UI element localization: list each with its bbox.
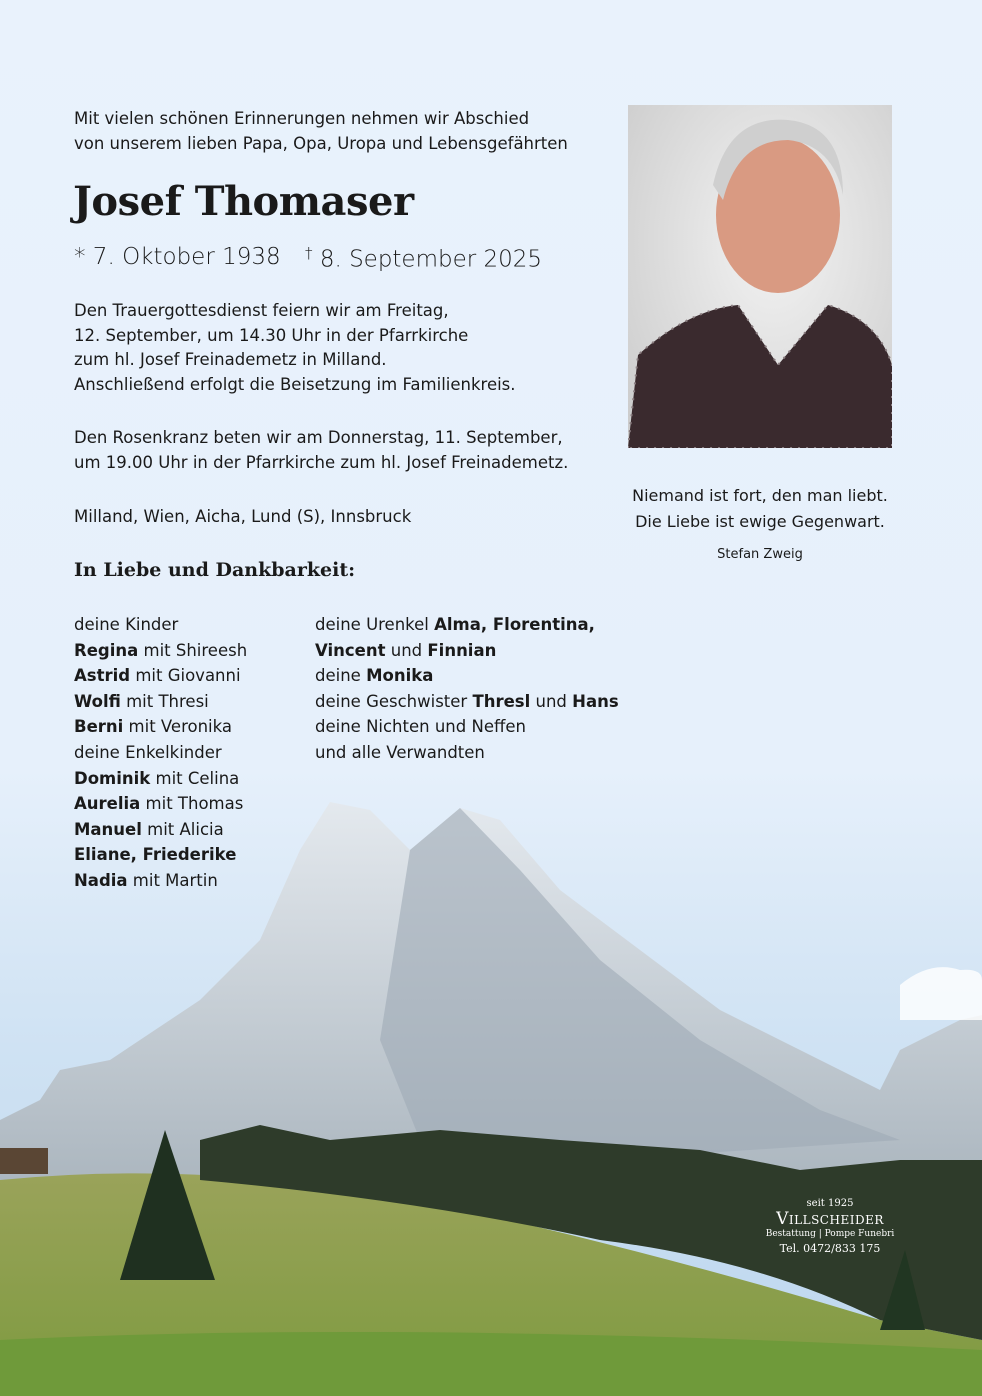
family-member-line — [74, 612, 247, 638]
family-list-left — [74, 612, 247, 894]
family-name-bold: Finnian — [427, 640, 497, 660]
family-name-bold: Dominik — [74, 768, 151, 788]
family-text: deine Kinder — [74, 615, 179, 634]
family-name-bold: Astrid — [74, 666, 131, 686]
family-member-line — [315, 663, 619, 689]
family-text: deine Nichten und Neffen — [315, 717, 526, 737]
intro-line: Mit vielen schönen Erinnerungen nehmen wir Abschied — [74, 109, 530, 128]
family-member-line — [74, 817, 247, 843]
family-name-bold: Wolfi — [74, 691, 121, 711]
family-text: deine — [315, 666, 367, 686]
family-member-line — [74, 842, 247, 868]
family-text: deine Urenkel — [315, 615, 435, 634]
death-date: 8. September 2025 — [319, 246, 543, 273]
family-name-bold: Monika — [366, 666, 434, 686]
family-member-line — [74, 689, 247, 715]
family-name-bold: Hans — [572, 691, 619, 711]
rosary-text — [74, 426, 568, 475]
family-text: mit Thresi — [120, 691, 209, 711]
family-name-bold: Regina — [74, 640, 139, 660]
family-member-line — [74, 868, 247, 894]
family-member-line — [74, 663, 247, 689]
cross-icon: † — [305, 244, 313, 262]
logo-subtitle: Bestattung | Pompe Funebri — [765, 1229, 895, 1239]
family-name-bold: Vincent — [315, 640, 386, 660]
family-text: mit Alicia — [141, 819, 224, 839]
portrait-photo — [628, 105, 892, 448]
quote-author: Stefan Zweig — [717, 547, 803, 562]
family-text: mit Shireesh — [138, 640, 248, 660]
family-text: und — [385, 640, 428, 660]
quote — [610, 483, 910, 535]
family-text: und alle Verwandten — [315, 742, 485, 762]
family-text: mit Giovanni — [130, 666, 241, 686]
funeral-home-logo — [755, 1198, 905, 1255]
family-name-bold: Aurelia — [74, 794, 141, 814]
logo-phone: Tel. 0472/833 175 — [779, 1242, 881, 1255]
family-name-bold: Eliane, Friederike — [74, 845, 237, 865]
family-member-line — [315, 638, 619, 664]
quote-line: Die Liebe ist ewige Gegenwart. — [635, 512, 885, 531]
family-text: mit Thomas — [140, 794, 244, 814]
family-name-bold: Nadia — [74, 870, 128, 890]
service-line: Den Trauergottesdienst feiern wir am Freitag, — [74, 301, 449, 320]
places-text: Milland, Wien, Aicha, Lund (S), Innsbruck — [74, 507, 412, 526]
rosary-line: Den Rosenkranz beten wir am Donnerstag, 11. September, — [74, 428, 563, 447]
family-member-line — [74, 791, 247, 817]
family-member-line — [74, 766, 247, 792]
family-member-line — [315, 689, 619, 715]
logo-brand: Villscheider — [776, 1209, 884, 1229]
intro-text — [74, 106, 568, 156]
quote-line: Niemand ist fort, den man liebt. — [632, 486, 888, 505]
family-name-bold: Manuel — [74, 819, 142, 839]
family-name-bold: Alma, Florentina, — [434, 615, 595, 634]
family-member-line — [315, 740, 619, 766]
family-member-line — [315, 612, 619, 638]
family-list-right — [315, 612, 619, 766]
service-line: zum hl. Josef Freinademetz in Milland. — [74, 350, 387, 369]
family-name-bold: Berni — [74, 717, 124, 737]
service-text — [74, 299, 516, 397]
intro-line: von unserem lieben Papa, Opa, Uropa und Lebensgefährten — [74, 134, 568, 153]
rosary-line: um 19.00 Uhr in der Pfarrkirche zum hl. Josef Freinademetz. — [74, 452, 569, 472]
family-member-line — [74, 638, 247, 664]
deceased-name: Josef Thomaser — [73, 178, 414, 225]
family-text: mit Martin — [127, 870, 218, 890]
family-text: deine Enkelkinder — [74, 742, 222, 762]
family-text: mit Celina — [150, 768, 240, 788]
birth-date: * 7. Oktober 1938 — [74, 244, 281, 270]
service-line: Anschließend erfolgt die Beisetzung im Familienkreis. — [74, 374, 516, 394]
family-text: mit Veronika — [123, 717, 233, 737]
logo-since: seit 1925 — [806, 1198, 854, 1209]
family-text: deine Geschwister — [315, 691, 473, 711]
family-name-bold: Thresl — [472, 691, 531, 711]
family-member-line — [315, 714, 619, 740]
family-member-line — [74, 714, 247, 740]
service-line: 12. September, um 14.30 Uhr in der Pfarrkirche — [74, 325, 469, 345]
family-heading: In Liebe und Dankbarkeit: — [74, 559, 356, 581]
family-text: und — [530, 691, 573, 711]
family-member-line — [74, 740, 247, 766]
